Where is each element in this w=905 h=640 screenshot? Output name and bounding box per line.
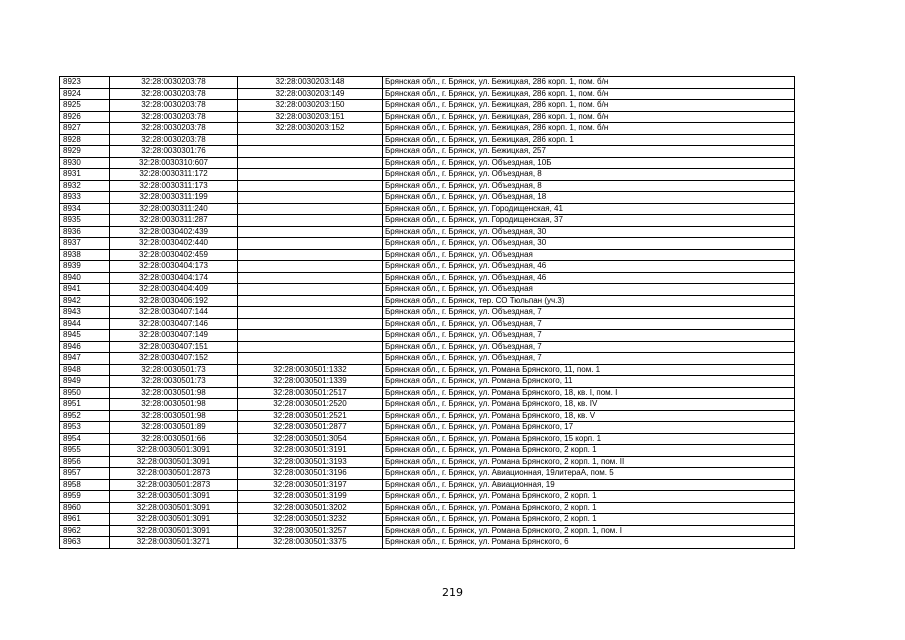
row-number-cell: 8930 bbox=[60, 157, 110, 169]
row-number-cell: 8951 bbox=[60, 399, 110, 411]
address-cell: Брянская обл., г. Брянск, ул. Романа Брянского, 2 корп. 1 bbox=[383, 491, 795, 503]
row-number-cell: 8963 bbox=[60, 537, 110, 549]
address-cell: Брянская обл., г. Брянск, ул. Романа Брянского, 6 bbox=[383, 537, 795, 549]
table-row bbox=[60, 77, 795, 89]
object-cadastral-number-cell bbox=[238, 169, 383, 181]
parcel-cadastral-number-cell: 32:28:0030501:3091 bbox=[110, 502, 238, 514]
parcel-cadastral-number-cell: 32:28:0030407:144 bbox=[110, 307, 238, 319]
table-row bbox=[60, 353, 795, 365]
object-cadastral-number-cell bbox=[238, 203, 383, 215]
object-cadastral-number-cell bbox=[238, 192, 383, 204]
object-cadastral-number-cell: 32:28:0030203:152 bbox=[238, 123, 383, 135]
parcel-cadastral-number-cell: 32:28:0030203:78 bbox=[110, 123, 238, 135]
parcel-cadastral-number-cell: 32:28:0030203:78 bbox=[110, 111, 238, 123]
object-cadastral-number-cell: 32:28:0030501:3202 bbox=[238, 502, 383, 514]
table-row bbox=[60, 192, 795, 204]
address-cell: Брянская обл., г. Брянск, ул. Романа Брянского, 2 корп. 1 bbox=[383, 502, 795, 514]
object-cadastral-number-cell bbox=[238, 295, 383, 307]
address-cell: Брянская обл., г. Брянск, ул. Объездная, 7 bbox=[383, 330, 795, 342]
row-number-cell: 8953 bbox=[60, 422, 110, 434]
address-cell: Брянская обл., г. Брянск, ул. Объездная, 46 bbox=[383, 272, 795, 284]
row-number-cell: 8926 bbox=[60, 111, 110, 123]
table-row bbox=[60, 215, 795, 227]
table-row bbox=[60, 456, 795, 468]
table-row bbox=[60, 491, 795, 503]
row-number-cell: 8942 bbox=[60, 295, 110, 307]
row-number-cell: 8937 bbox=[60, 238, 110, 250]
row-number-cell: 8960 bbox=[60, 502, 110, 514]
parcel-cadastral-number-cell: 32:28:0030501:3091 bbox=[110, 445, 238, 457]
table-row bbox=[60, 134, 795, 146]
object-cadastral-number-cell bbox=[238, 330, 383, 342]
parcel-cadastral-number-cell: 32:28:0030501:98 bbox=[110, 399, 238, 411]
table-row bbox=[60, 479, 795, 491]
object-cadastral-number-cell: 32:28:0030203:149 bbox=[238, 88, 383, 100]
table-row bbox=[60, 249, 795, 261]
row-number-cell: 8955 bbox=[60, 445, 110, 457]
row-number-cell: 8932 bbox=[60, 180, 110, 192]
parcel-cadastral-number-cell: 32:28:0030501:2873 bbox=[110, 479, 238, 491]
table-row bbox=[60, 445, 795, 457]
object-cadastral-number-cell: 32:28:0030501:3197 bbox=[238, 479, 383, 491]
address-cell: Брянская обл., г. Брянск, ул. Объездная, 7 bbox=[383, 307, 795, 319]
address-cell: Брянская обл., г. Брянск, ул. Романа Брянского, 11, пом. 1 bbox=[383, 364, 795, 376]
address-cell: Брянская обл., г. Брянск, ул. Бежицкая, 286 корп. 1, пом. б/н bbox=[383, 100, 795, 112]
object-cadastral-number-cell bbox=[238, 261, 383, 273]
parcel-cadastral-number-cell: 32:28:0030501:66 bbox=[110, 433, 238, 445]
row-number-cell: 8954 bbox=[60, 433, 110, 445]
table-row bbox=[60, 468, 795, 480]
object-cadastral-number-cell: 32:28:0030203:148 bbox=[238, 77, 383, 89]
address-cell: Брянская обл., г. Брянск, тер. СО Тюльпан (уч.3) bbox=[383, 295, 795, 307]
row-number-cell: 8962 bbox=[60, 525, 110, 537]
object-cadastral-number-cell bbox=[238, 353, 383, 365]
object-cadastral-number-cell: 32:28:0030501:2517 bbox=[238, 387, 383, 399]
object-cadastral-number-cell bbox=[238, 341, 383, 353]
address-cell: Брянская обл., г. Брянск, ул. Объездная bbox=[383, 249, 795, 261]
parcel-cadastral-number-cell: 32:28:0030501:3271 bbox=[110, 537, 238, 549]
parcel-cadastral-number-cell: 32:28:0030311:240 bbox=[110, 203, 238, 215]
row-number-cell: 8934 bbox=[60, 203, 110, 215]
parcel-cadastral-number-cell: 32:28:0030407:149 bbox=[110, 330, 238, 342]
row-number-cell: 8940 bbox=[60, 272, 110, 284]
table-row bbox=[60, 180, 795, 192]
row-number-cell: 8946 bbox=[60, 341, 110, 353]
parcel-cadastral-number-cell: 32:28:0030501:73 bbox=[110, 364, 238, 376]
address-cell: Брянская обл., г. Брянск, ул. Объездная, 10Б bbox=[383, 157, 795, 169]
row-number-cell: 8938 bbox=[60, 249, 110, 261]
table-row bbox=[60, 376, 795, 388]
address-cell: Брянская обл., г. Брянск, ул. Бежицкая, 286 корп. 1, пом. б/н bbox=[383, 77, 795, 89]
row-number-cell: 8923 bbox=[60, 77, 110, 89]
parcel-cadastral-number-cell: 32:28:0030311:172 bbox=[110, 169, 238, 181]
table-row bbox=[60, 123, 795, 135]
row-number-cell: 8961 bbox=[60, 514, 110, 526]
page-number: 219 bbox=[442, 586, 463, 599]
address-cell: Брянская обл., г. Брянск, ул. Городищенская, 41 bbox=[383, 203, 795, 215]
table-row bbox=[60, 88, 795, 100]
parcel-cadastral-number-cell: 32:28:0030501:3091 bbox=[110, 514, 238, 526]
address-cell: Брянская обл., г. Брянск, ул. Объездная, 8 bbox=[383, 180, 795, 192]
row-number-cell: 8939 bbox=[60, 261, 110, 273]
address-cell: Брянская обл., г. Брянск, ул. Романа Брянского, 18, кв. V bbox=[383, 410, 795, 422]
object-cadastral-number-cell: 32:28:0030501:1339 bbox=[238, 376, 383, 388]
address-cell: Брянская обл., г. Брянск, ул. Городищенская, 37 bbox=[383, 215, 795, 227]
address-cell: Брянская обл., г. Брянск, ул. Бежицкая, 286 корп. 1, пом. б/н bbox=[383, 111, 795, 123]
parcel-cadastral-number-cell: 32:28:0030301:76 bbox=[110, 146, 238, 158]
parcel-cadastral-number-cell: 32:28:0030501:73 bbox=[110, 376, 238, 388]
table-row bbox=[60, 399, 795, 411]
table-row bbox=[60, 272, 795, 284]
table-row bbox=[60, 410, 795, 422]
parcel-cadastral-number-cell: 32:28:0030310:607 bbox=[110, 157, 238, 169]
row-number-cell: 8928 bbox=[60, 134, 110, 146]
address-cell: Брянская обл., г. Брянск, ул. Бежицкая, 286 корп. 1, пом. б/н bbox=[383, 123, 795, 135]
row-number-cell: 8935 bbox=[60, 215, 110, 227]
table-row bbox=[60, 203, 795, 215]
table-row bbox=[60, 502, 795, 514]
address-cell: Брянская обл., г. Брянск, ул. Объездная, 30 bbox=[383, 238, 795, 250]
row-number-cell: 8958 bbox=[60, 479, 110, 491]
parcel-cadastral-number-cell: 32:28:0030501:98 bbox=[110, 410, 238, 422]
object-cadastral-number-cell: 32:28:0030203:151 bbox=[238, 111, 383, 123]
parcel-cadastral-number-cell: 32:28:0030404:173 bbox=[110, 261, 238, 273]
table-row bbox=[60, 169, 795, 181]
row-number-cell: 8924 bbox=[60, 88, 110, 100]
object-cadastral-number-cell: 32:28:0030501:1332 bbox=[238, 364, 383, 376]
table-row bbox=[60, 433, 795, 445]
parcel-cadastral-number-cell: 32:28:0030404:174 bbox=[110, 272, 238, 284]
address-cell: Брянская обл., г. Брянск, ул. Романа Брянского, 2 корп. 1 bbox=[383, 514, 795, 526]
object-cadastral-number-cell bbox=[238, 272, 383, 284]
object-cadastral-number-cell bbox=[238, 307, 383, 319]
parcel-cadastral-number-cell: 32:28:0030406:192 bbox=[110, 295, 238, 307]
row-number-cell: 8941 bbox=[60, 284, 110, 296]
address-cell: Брянская обл., г. Брянск, ул. Бежицкая, 286 корп. 1, пом. б/н bbox=[383, 88, 795, 100]
object-cadastral-number-cell: 32:28:0030501:3375 bbox=[238, 537, 383, 549]
object-cadastral-number-cell bbox=[238, 146, 383, 158]
object-cadastral-number-cell: 32:28:0030501:3232 bbox=[238, 514, 383, 526]
table-row bbox=[60, 422, 795, 434]
parcel-cadastral-number-cell: 32:28:0030311:173 bbox=[110, 180, 238, 192]
row-number-cell: 8931 bbox=[60, 169, 110, 181]
parcel-cadastral-number-cell: 32:28:0030407:146 bbox=[110, 318, 238, 330]
address-cell: Брянская обл., г. Брянск, ул. Объездная bbox=[383, 284, 795, 296]
object-cadastral-number-cell: 32:28:0030501:2521 bbox=[238, 410, 383, 422]
address-cell: Брянская обл., г. Брянск, ул. Объездная, 7 bbox=[383, 341, 795, 353]
object-cadastral-number-cell bbox=[238, 157, 383, 169]
parcel-cadastral-number-cell: 32:28:0030501:3091 bbox=[110, 491, 238, 503]
parcel-cadastral-number-cell: 32:28:0030203:78 bbox=[110, 88, 238, 100]
address-cell: Брянская обл., г. Брянск, ул. Романа Брянского, 2 корп. 1, пом. I bbox=[383, 525, 795, 537]
table-row bbox=[60, 514, 795, 526]
row-number-cell: 8952 bbox=[60, 410, 110, 422]
address-cell: Брянская обл., г. Брянск, ул. Романа Брянского, 2 корп. 1, пом. II bbox=[383, 456, 795, 468]
object-cadastral-number-cell bbox=[238, 249, 383, 261]
address-cell: Брянская обл., г. Брянск, ул. Романа Брянского, 15 корп. 1 bbox=[383, 433, 795, 445]
table-row bbox=[60, 525, 795, 537]
parcel-cadastral-number-cell: 32:28:0030501:89 bbox=[110, 422, 238, 434]
row-number-cell: 8948 bbox=[60, 364, 110, 376]
address-cell: Брянская обл., г. Брянск, ул. Бежицкая, 257 bbox=[383, 146, 795, 158]
table-row bbox=[60, 387, 795, 399]
row-number-cell: 8949 bbox=[60, 376, 110, 388]
table-row bbox=[60, 330, 795, 342]
table-row bbox=[60, 318, 795, 330]
table-row bbox=[60, 238, 795, 250]
object-cadastral-number-cell: 32:28:0030501:3257 bbox=[238, 525, 383, 537]
parcel-cadastral-number-cell: 32:28:0030501:3091 bbox=[110, 525, 238, 537]
parcel-cadastral-number-cell: 32:28:0030407:151 bbox=[110, 341, 238, 353]
object-cadastral-number-cell bbox=[238, 238, 383, 250]
table-row bbox=[60, 364, 795, 376]
parcel-cadastral-number-cell: 32:28:0030311:287 bbox=[110, 215, 238, 227]
address-cell: Брянская обл., г. Брянск, ул. Авиационная, 19 bbox=[383, 479, 795, 491]
row-number-cell: 8927 bbox=[60, 123, 110, 135]
table-row bbox=[60, 157, 795, 169]
object-cadastral-number-cell: 32:28:0030501:3199 bbox=[238, 491, 383, 503]
table-row bbox=[60, 537, 795, 549]
table-row bbox=[60, 295, 795, 307]
table-row bbox=[60, 100, 795, 112]
registry-table-body bbox=[60, 77, 795, 549]
row-number-cell: 8929 bbox=[60, 146, 110, 158]
table-row bbox=[60, 146, 795, 158]
address-cell: Брянская обл., г. Брянск, ул. Объездная, 7 bbox=[383, 318, 795, 330]
address-cell: Брянская обл., г. Брянск, ул. Объездная, 7 bbox=[383, 353, 795, 365]
parcel-cadastral-number-cell: 32:28:0030402:459 bbox=[110, 249, 238, 261]
object-cadastral-number-cell bbox=[238, 284, 383, 296]
object-cadastral-number-cell bbox=[238, 180, 383, 192]
object-cadastral-number-cell bbox=[238, 134, 383, 146]
parcel-cadastral-number-cell: 32:28:0030402:440 bbox=[110, 238, 238, 250]
row-number-cell: 8947 bbox=[60, 353, 110, 365]
row-number-cell: 8933 bbox=[60, 192, 110, 204]
parcel-cadastral-number-cell: 32:28:0030203:78 bbox=[110, 77, 238, 89]
row-number-cell: 8945 bbox=[60, 330, 110, 342]
object-cadastral-number-cell: 32:28:0030501:2520 bbox=[238, 399, 383, 411]
row-number-cell: 8959 bbox=[60, 491, 110, 503]
address-cell: Брянская обл., г. Брянск, ул. Романа Брянского, 18, кв. IV bbox=[383, 399, 795, 411]
address-cell: Брянская обл., г. Брянск, ул. Объездная, 18 bbox=[383, 192, 795, 204]
address-cell: Брянская обл., г. Брянск, ул. Романа Брянского, 18, кв. I, пом. I bbox=[383, 387, 795, 399]
parcel-cadastral-number-cell: 32:28:0030501:2873 bbox=[110, 468, 238, 480]
table-row bbox=[60, 261, 795, 273]
table-row bbox=[60, 226, 795, 238]
address-cell: Брянская обл., г. Брянск, ул. Объездная, 30 bbox=[383, 226, 795, 238]
object-cadastral-number-cell: 32:28:0030501:2877 bbox=[238, 422, 383, 434]
address-cell: Брянская обл., г. Брянск, ул. Авиационная, 19литераА, пом. 5 bbox=[383, 468, 795, 480]
object-cadastral-number-cell: 32:28:0030501:3191 bbox=[238, 445, 383, 457]
parcel-cadastral-number-cell: 32:28:0030404:409 bbox=[110, 284, 238, 296]
address-cell: Брянская обл., г. Брянск, ул. Объездная, 8 bbox=[383, 169, 795, 181]
parcel-cadastral-number-cell: 32:28:0030203:78 bbox=[110, 100, 238, 112]
table-row bbox=[60, 284, 795, 296]
registry-table bbox=[59, 76, 795, 549]
row-number-cell: 8956 bbox=[60, 456, 110, 468]
object-cadastral-number-cell: 32:28:0030501:3196 bbox=[238, 468, 383, 480]
row-number-cell: 8925 bbox=[60, 100, 110, 112]
parcel-cadastral-number-cell: 32:28:0030501:3091 bbox=[110, 456, 238, 468]
parcel-cadastral-number-cell: 32:28:0030501:98 bbox=[110, 387, 238, 399]
object-cadastral-number-cell: 32:28:0030501:3193 bbox=[238, 456, 383, 468]
row-number-cell: 8944 bbox=[60, 318, 110, 330]
row-number-cell: 8957 bbox=[60, 468, 110, 480]
table-row bbox=[60, 341, 795, 353]
address-cell: Брянская обл., г. Брянск, ул. Бежицкая, 286 корп. 1 bbox=[383, 134, 795, 146]
object-cadastral-number-cell bbox=[238, 226, 383, 238]
object-cadastral-number-cell bbox=[238, 215, 383, 227]
address-cell: Брянская обл., г. Брянск, ул. Романа Брянского, 11 bbox=[383, 376, 795, 388]
table-row bbox=[60, 111, 795, 123]
row-number-cell: 8943 bbox=[60, 307, 110, 319]
address-cell: Брянская обл., г. Брянск, ул. Объездная, 46 bbox=[383, 261, 795, 273]
table-row bbox=[60, 307, 795, 319]
row-number-cell: 8950 bbox=[60, 387, 110, 399]
object-cadastral-number-cell: 32:28:0030501:3054 bbox=[238, 433, 383, 445]
parcel-cadastral-number-cell: 32:28:0030203:78 bbox=[110, 134, 238, 146]
parcel-cadastral-number-cell: 32:28:0030402:439 bbox=[110, 226, 238, 238]
address-cell: Брянская обл., г. Брянск, ул. Романа Брянского, 17 bbox=[383, 422, 795, 434]
object-cadastral-number-cell: 32:28:0030203:150 bbox=[238, 100, 383, 112]
row-number-cell: 8936 bbox=[60, 226, 110, 238]
object-cadastral-number-cell bbox=[238, 318, 383, 330]
address-cell: Брянская обл., г. Брянск, ул. Романа Брянского, 2 корп. 1 bbox=[383, 445, 795, 457]
parcel-cadastral-number-cell: 32:28:0030311:199 bbox=[110, 192, 238, 204]
parcel-cadastral-number-cell: 32:28:0030407:152 bbox=[110, 353, 238, 365]
